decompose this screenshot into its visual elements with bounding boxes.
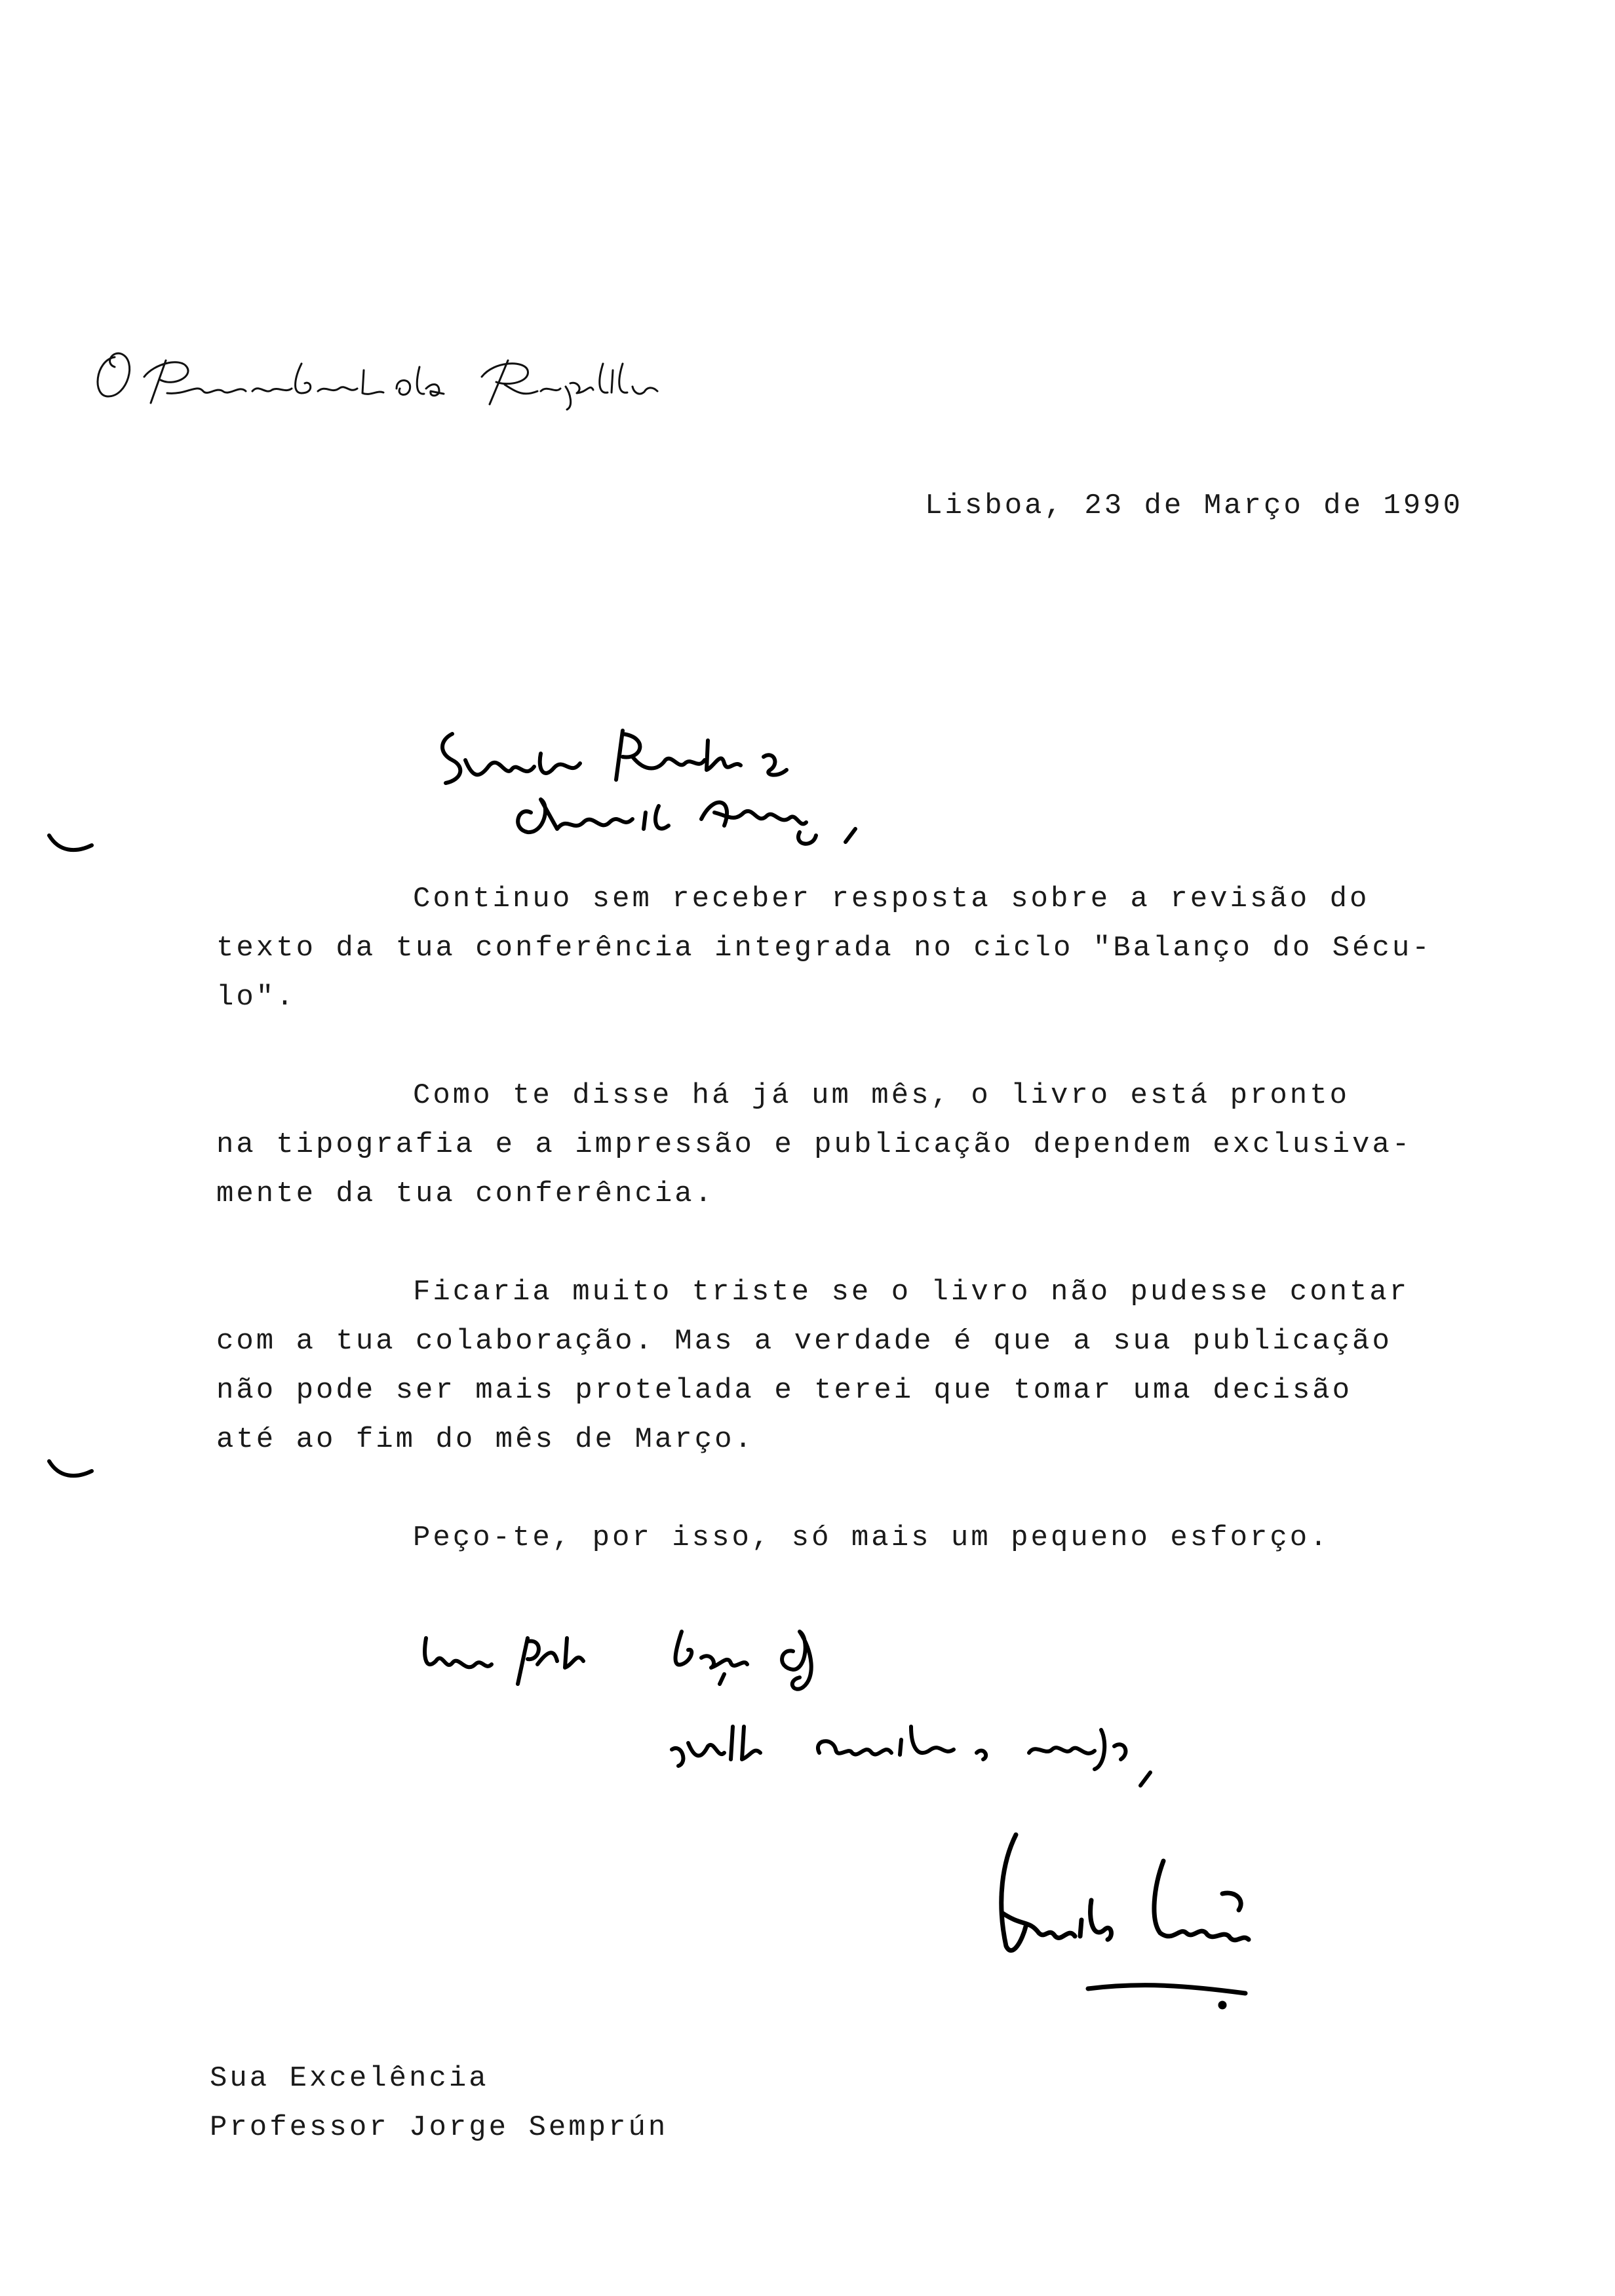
line-text: Continuo sem receber resposta sobre a revisão do xyxy=(413,883,1370,915)
line-text: texto da tua conferência integrada no ciclo "Balanço do Sécu- xyxy=(216,932,1432,965)
line-text: Peço-te, por isso, só mais um pequeno esforço. xyxy=(413,1521,1330,1554)
paragraph-1-line-3 xyxy=(216,983,1462,1012)
line-text: não pode ser mais protelada e terei que tomar uma decisão xyxy=(216,1374,1353,1407)
date-line: Lisboa, 23 de Março de 1990 xyxy=(925,489,1463,522)
line-text: Ficaria muito triste se o livro não pudesse contar xyxy=(413,1276,1410,1309)
paragraph-2-line-3 xyxy=(216,1179,1462,1208)
margin-fold-mark xyxy=(46,1458,98,1484)
line-text: Como te disse há já um mês, o livro está pronto xyxy=(413,1079,1350,1112)
recipient-title: Sua Excelência xyxy=(210,2062,489,2095)
paragraph-1-line-2 xyxy=(216,934,1462,963)
paragraph-2-line-2 xyxy=(216,1130,1462,1159)
paragraph-3-line-4 xyxy=(216,1425,1462,1454)
margin-fold-mark xyxy=(46,832,98,858)
line-text: mente da tua conferência. xyxy=(216,1177,715,1210)
handwritten-salutation xyxy=(426,714,1167,865)
paragraph-2-line-1 xyxy=(413,1081,1462,1110)
paragraph-3-line-3 xyxy=(216,1376,1462,1405)
letterhead-script xyxy=(88,331,665,416)
paragraph-1-line-1 xyxy=(413,885,1462,913)
line-text: lo". xyxy=(216,981,296,1014)
line-text: com a tua colaboração. Mas a verdade é que a sua publicação xyxy=(216,1325,1392,1358)
paragraph-4-line-1 xyxy=(413,1523,1462,1552)
paragraph-3-line-2 xyxy=(216,1327,1462,1356)
paragraph-3-line-1 xyxy=(413,1278,1462,1307)
handwritten-closing xyxy=(413,1612,1344,1828)
recipient-name: Professor Jorge Semprún xyxy=(210,2111,669,2144)
line-text: na tipografia e a impressão e publicação dependem exclusiva- xyxy=(216,1128,1412,1161)
signature xyxy=(977,1822,1344,2018)
line-text: até ao fim do mês de Março. xyxy=(216,1423,754,1456)
